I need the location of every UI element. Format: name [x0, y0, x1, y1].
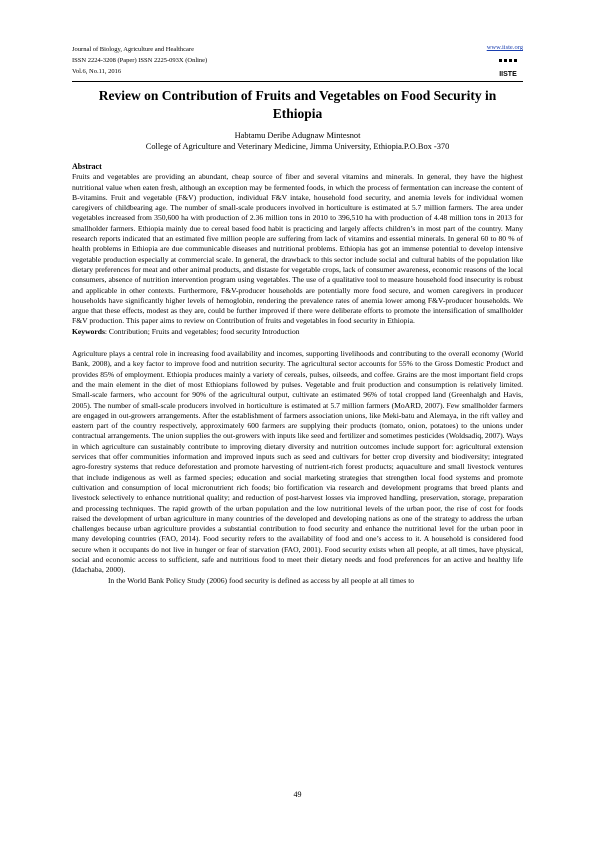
- intro-last-line: In the World Bank Policy Study (2006) food security is defined as access by all people at all times to: [108, 575, 415, 585]
- paper-title: Review on Contribution of Fruits and Vegetables on Food Security in Ethiopia: [98, 88, 497, 121]
- author-name: Habtamu Deribe Adugnaw Mintesnot: [234, 131, 361, 140]
- journal-url-link[interactable]: www.iiste.org: [486, 44, 523, 51]
- iiste-logo: [497, 57, 519, 79]
- journal-header: [72, 44, 207, 77]
- author-affiliation: College of Agriculture and Veterinary Medicine, Jimma University, Ethiopia.P.O.Box -370: [145, 142, 450, 151]
- intro-paragraph: Agriculture plays a central role in increasing food availability and incomes, supporting livelihoods and contributing to the overall economy (World Bank, 2008), and a key factor to improve food and nutrition security. The agricultural sector accounts for 55% to the Gross Domestic Product and provides 85% of employment. Ethiopia produces mainly a variety of cereals, pulses, oilseeds, and coffee. Grains are the most important field crops and the main element in the diet of most Ethiopians followed by pulses. Vegetable and fruit production and consumption is relatively limited. Small-scale farmers, who account for 90% of the agricultural output, cultivate an estimated 96% of total cropped land (Greenhalgh and Havis, 2005). The number of small-scale producers involved in horticulture is estimated at 5.7 million farmers (MoARD, 2007). Few smallholder farmers are engaged in out-growers arrangements. After the establishment of farmers association unions, like Meki-batu and Alemaya, in the rift valley and eastern part of the country respectively, approximately 600 farmers are supplying their products (tomato, onion, potatoes) to the unions under contractual arrangements. The union supplies the out-growers with inputs like seed and fertilizer and sometimes pesticides (Woldsadiq, 2007). Ways in which agriculture can sustainably contribute to improving dietary diversity and nutrition outcomes include support for: agricultural extension services that offer communities information and improved inputs such as seed and cultivars for better crop diversity and biodiversity; integrated agro-forestry systems that reduce deforestation and promote harvesting of nutrient-rich forest products; aquaculture and small livestock ventures that include indigenous as well as farmed species; education and social marketing strategies that strengthen local food systems and promote cultivation and consumption of local micronutrient rich foods; bio fortification via research and development programs that breed plants and livestock selectively to enhance nutritional quality; and reduction of post-harvest losses via improved handling, preservation, storage, preparation and processing techniques. The rapid growth of the urban population and the low nutritional levels of the urban poor, the rise of cost for foods raised the development of urban agriculture in many countries of the developed and developing nations as one of the strategy to address the urban challenges because urban agriculture provides a substantial contribution to food security and enhance the nutritional level for the urban poor in many developing countries (FAO, 2014). Food security refers to the availability of food and one’s access to it. A household is considered food secure when it occupants do not live in hunger or fear of starvation (FAO, 2001). Food security exists when all people, at all times, have physical, social and economic access to sufficient, safe and nutritious food to meet their dietary needs and food preferences for an active and healthy life (Idachaba, 2000).: [72, 349, 523, 575]
- page-number: 49: [293, 790, 302, 799]
- logo-text: IISTE: [499, 71, 517, 78]
- journal-issn: ISSN 2224-3208 (Paper) ISSN 2225-093X (Online): [72, 57, 208, 64]
- journal-name: Journal of Biology, Agriculture and Healthcare: [72, 46, 194, 53]
- paper-body: [72, 162, 523, 586]
- abstract-text: Fruits and vegetables are providing an abundant, cheap source of fiber and several vitamins and minerals. In general, they have the highest nutritional value when eaten fresh, although an exception may be fermented foods, in which the process of fermentation can increase the content of B-vitamins. Fruit and vegetable (F&V) production, individual F&V intake, household food security, and anemia levels for individual women caregivers of childbearing age. The number of small-scale producers involved in horticulture is estimated at 5.7 million farmers. The area under vegetables increased from 350,600 ha with production of 2.36 million tons in 2010 to 396,510 ha with production of 4.48 million tons in 2013 for smallholder farmers. Ethiopia mainly due to cereal based food habit is practicing and largely affects children’s in most part of the country. Many research reports indicated that an estimated five million people are suffering from lack of vitamins and essential minerals. In general 60 to 80 % of health problems in Ethiopia are due communicable diseases and nutritional problems. Ethiopia has got an immense potential to develop intensive vegetable production especially at commercial scale. In general, the drawback to this sector include social and cultural habits of the population like dietary preferences for meat and other animal products, and distaste for vegetable crops, lack of consumer awareness, economic reasons of the local consumers, absence of nutrition intervention program using vegetables. The use of a qualitative tool to measure household food insecurity is robust and applicable in other contexts. Furthermore, F&V-producer households are potentially more food secure, and women caregivers in producer households have significantly higher levels of hemoglobin, rendering the prevalence rates of anemia lower among F&V-producer households. We argue that these effects, modest as they are, could be further improved if there were deliberate efforts to promote the intensification of smallholder F&V production. This paper aims to review on Contribution of fruits and vegetables in food security in Ethiopia.: [72, 172, 523, 326]
- keywords-text: : Contribution; Fruits and vegetables; food security Introduction: [104, 326, 300, 336]
- author-block: [72, 130, 523, 152]
- journal-volume: Vol.6, No.11, 2016: [72, 68, 122, 75]
- header-rule: [72, 81, 523, 82]
- abstract-heading: Abstract: [72, 162, 102, 171]
- keywords-line: [72, 327, 523, 337]
- keywords-label: Keywords: [72, 326, 105, 336]
